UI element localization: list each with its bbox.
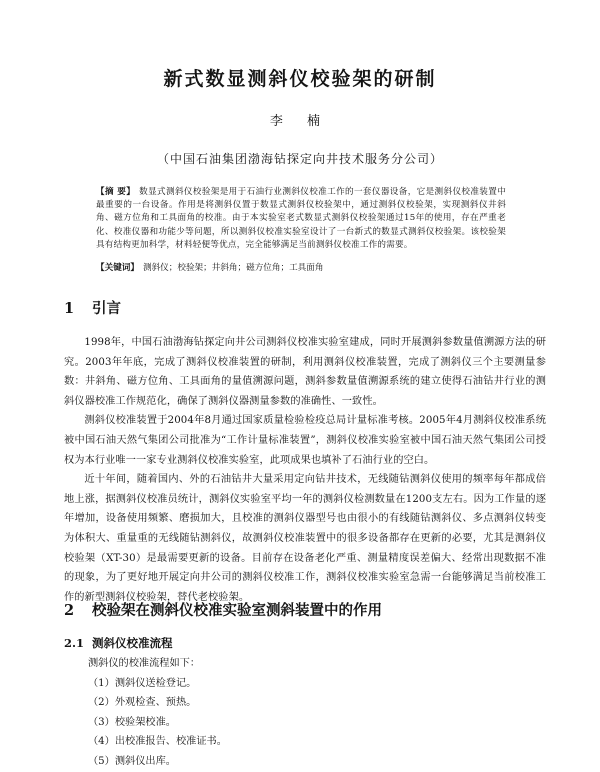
section-2-heading <box>64 599 382 620</box>
section-2-1-title: 测斜仪校准流程 <box>92 636 173 650</box>
paragraph: 1998年，中国石油渤海钻探定向井公司测斜仪校准实验室建成，同时开展测斜参数量值溯源方法的研究。2003年年底，完成了测斜仪校准装置的研制，利用测斜仪校准装置，完成了测斜仪三个主要测量参数：井斜角、磁方位角、工具面角的量值溯源问题，测斜参数量值溯源系统的建立使得石油钻井行业的测斜仪器校准工作规范化，确保了测斜仪器测量参数的准确性、一致性。 <box>64 337 546 407</box>
section-1-title: 引言 <box>92 300 121 317</box>
keywords-text: 测斜仪；校验架；井斜角；磁方位角；工具面角 <box>142 263 324 273</box>
list-item: （1）测斜仪送检登记。 <box>88 677 197 689</box>
section-1-number: 1 <box>64 300 75 317</box>
section-1-heading <box>64 297 121 318</box>
calibration-process-list <box>88 654 528 772</box>
section-1-body <box>64 333 546 607</box>
abstract-label: 【摘 要】 <box>96 187 136 197</box>
keywords-label: 【关键词】 <box>96 263 139 273</box>
section-2-1-heading <box>64 635 173 651</box>
list-item: （4）出校准报告、校准证书。 <box>88 736 227 748</box>
list-item: （3）校验架校准。 <box>88 716 176 728</box>
abstract-block <box>96 186 506 252</box>
author-name: 李 楠 <box>269 114 331 129</box>
paragraph: 近十年间，随着国内、外的石油钻井大量采用定向钻井技术，无线随钻测斜仪使用的频率每年都成倍地上涨，据测斜仪校准员统计，测斜仪实验室平均一年的测斜仪检测数量在1200支左右。因为工作量的逐年增加，设备使用频繁、磨损加大，且校准的测斜仪器型号也由很小的有线随钻测斜仪、多点测斜仪转变为体积大、重量重的无线随钻测斜仪，故测斜仪校准装置中的很多设备都存在更新的必要，尤其是测斜仪校验架（XT-30）是最需要更新的设备。目前存在设备老化严重、测量精度误差偏大、经常出现数据不准的现象，为了更好地开展定向井公司的测斜仪校准工作，测斜仪校准实验室急需一台能够满足当前校准工作的新型测斜仪校验架，替代老校验架。 <box>64 474 546 603</box>
paragraph: 测斜仪校准装置于2004年8月通过国家质量检验检疫总局计量标准考核。2005年4月测斜仪校准系统被中国石油天然气集团公司批准为“工作计量标准装置”，测斜仪校准实验室被中国石油天然气集团公司授权为本行业唯一一家专业测斜仪校准实验室，此项成果也填补了石油行业的空白。 <box>64 415 546 466</box>
abstract-text: 数显式测斜仪校验架是用于石油行业测斜仪校准工作的一套仪器设备，它是测斜仪校准装置中最重要的一台设备。作用是将测斜仪置于数显式测斜仪校验架中，通过测斜仪校验架，实现测斜仪井斜角、磁方位角和工具面角的校准。由于本实验室老式数显式测斜仪校验架通过15年的使用，存在严重老化、校准仪器和功能少等问题，所以测斜仪校准实验室设计了一台新式的数显式测斜仪校验架。该校验架具有结构更加科学，材料轻便等优点，完全能够满足当前测斜仪校准工作的需要。 <box>96 187 506 250</box>
list-item: （2）外观检查、预热。 <box>88 697 197 709</box>
section-2-title: 校验架在测斜仪校准实验室测斜装置中的作用 <box>92 602 382 619</box>
keywords-block <box>96 262 506 275</box>
section-2-1-number: 2.1 <box>64 636 85 650</box>
list-item: （5）测斜仪出库。 <box>88 755 176 767</box>
author-affiliation: （中国石油集团渤海钻探定向井技术服务分公司） <box>156 152 443 166</box>
paper-title: 新式数显测斜仪校验架的研制 <box>163 68 437 90</box>
list-intro: 测斜仪的校准流程如下： <box>88 658 201 669</box>
section-2-number: 2 <box>64 602 75 619</box>
